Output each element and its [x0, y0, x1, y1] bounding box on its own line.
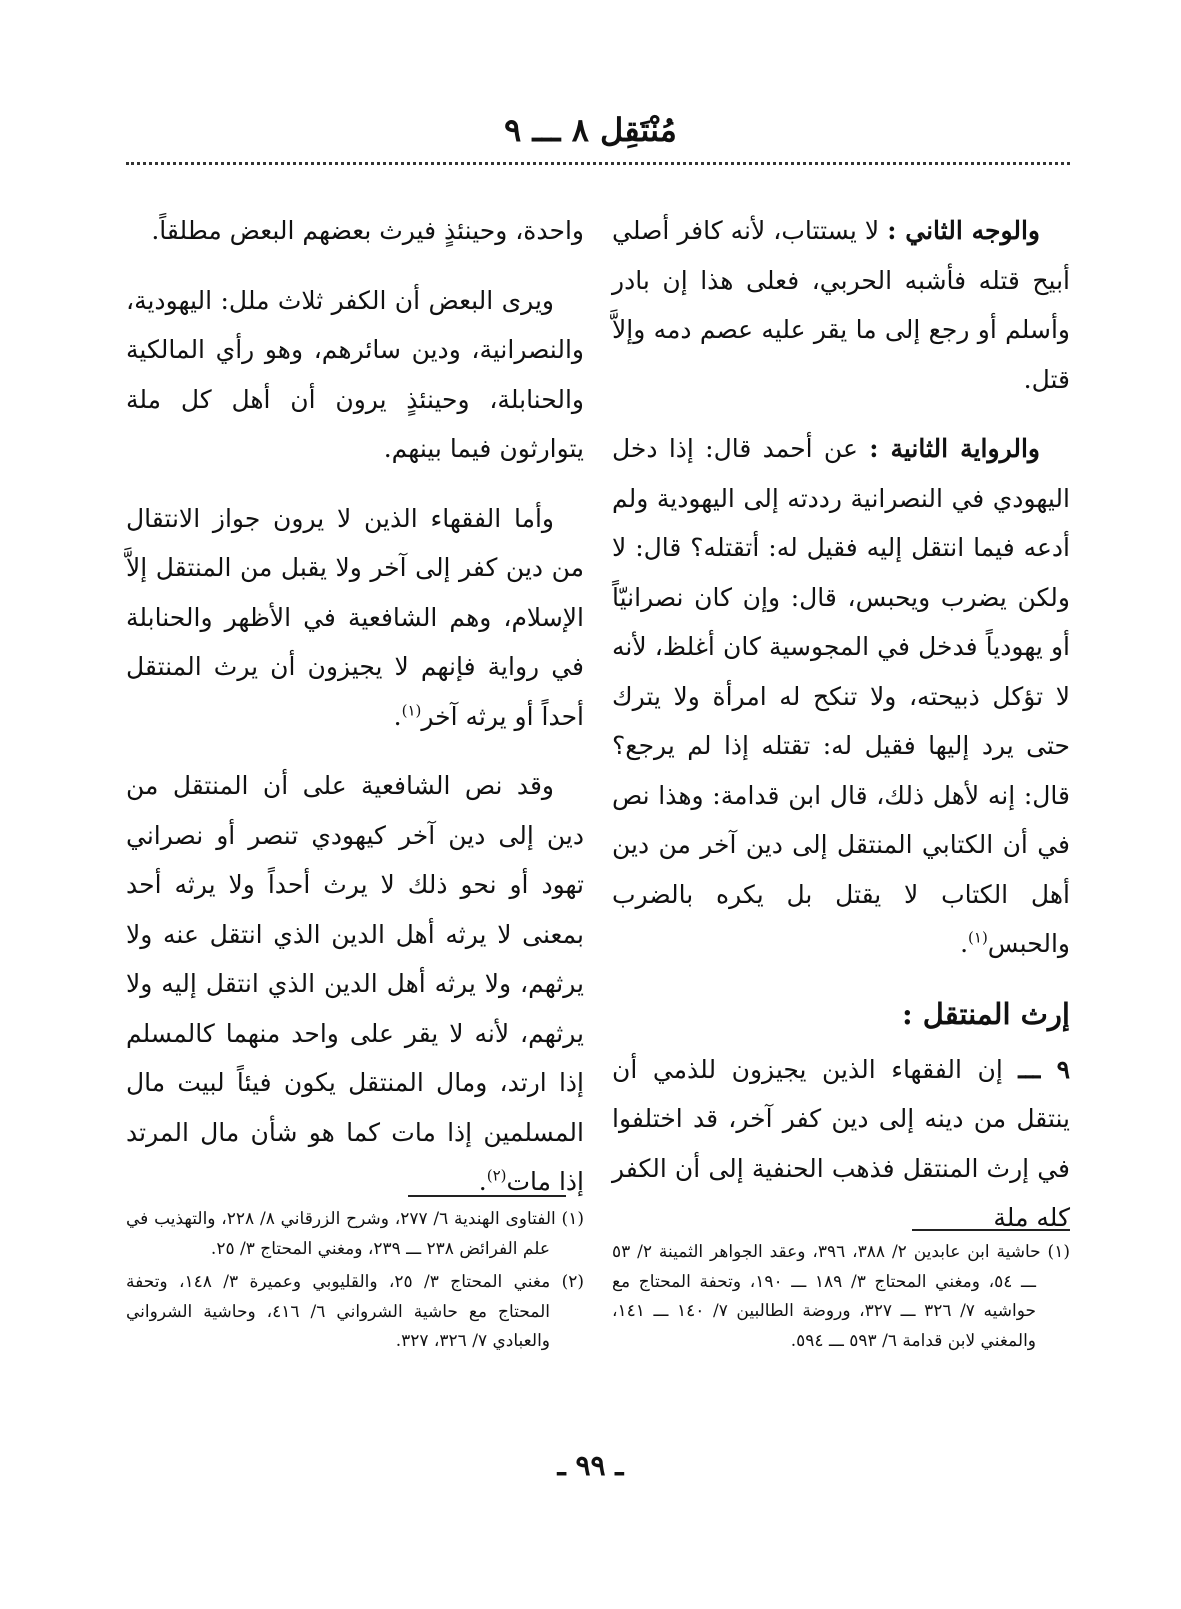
footnotes-left	[126, 1205, 584, 1361]
paragraph-three-faiths-view: ويرى البعض أن الكفر ثلاث ملل: اليهودية، والنصرانية، ودين سائرهم، وهو رأي المالكية والحنابلة، وحينئذٍ يرون أن أهل كل ملة يتوارثون فيما بينهم.	[126, 285, 584, 463]
paragraph-lead: والوجه الثاني :	[887, 216, 1040, 245]
footnote: (١) الفتاوى الهندية ٦/ ٢٧٧، وشرح الزرقاني ٨/ ٢٢٨، والتهذيب في علم الفرائض ٢٣٨ ـــ ٢٣٩، ومغني المحتاج ٣/ ٢٥.	[126, 1209, 584, 1259]
footnote-separator-left	[408, 1195, 566, 1197]
paragraph-second-aspect	[612, 206, 1070, 404]
paragraph-text: لا يستتاب، لأنه كافر أصلي أبيح قتله فأشبه الحربي، فعلى هذا إن بادر وأسلم أو رجع إلى ما يقر عليه عصم دمه وإلاَّ قتل.	[612, 216, 1070, 394]
footnote-separator-right	[912, 1229, 1070, 1231]
left-column	[126, 206, 584, 1227]
running-header: مُنْتَقِل ٨ ـــ ٩	[504, 111, 677, 149]
paragraph-shafii-hanbali-view: وأما الفقهاء الذين لا يرون جواز الانتقال من دين كفر إلى آخر ولا يقبل من المنتقل إلاَّ الإسلام، وهم الشافعية في الأظهر والحنابلة في رواية فإنهم لا يجيزون أن يرث المنتقل أحداً أو يرثه آخر$^{(١)}$.	[126, 503, 584, 731]
footnote: (٢) مغني المحتاج ٣/ ٢٥، والقليوبي وعميرة ٣/ ١٤٨، وتحفة المحتاج مع حاشية الشرواني ٦/ ٤١٦، وحاشية الشرواني والعبادي ٧/ ٣٢٦، ٣٢٧.	[126, 1272, 584, 1351]
paragraph-numbered-9	[612, 1045, 1070, 1243]
paragraph-lead: والرواية الثانية :	[869, 434, 1040, 463]
header-dotted-rule	[126, 162, 1070, 165]
footnote-reference: (١)	[968, 928, 988, 947]
paragraph-second-narration: والرواية الثانية : عن أحمد قال: إذا دخل اليهودي في النصرانية رددته إلى اليهودية ولم أدعه فيما انتقل إليه فقيل له: أتقتله؟ قال: لا ولكن يضرب ويحبس، قال: وإن كان نصرانيّاً أو يهودياً فدخل في المجوسية كان أغلظ، لأنه لا تؤكل ذبيحته، ولا تنكح له امرأة ولا يترك حتى يرد إليها فقيل له: تقتله إذا لم يرجع؟ قال: إنه لأهل ذلك، قال ابن قدامة: وهذا نص في أن الكتابي المنتقل إلى دين آخر من دين أهل الكتاب لا يقتل بل يكره بالضرب والحبس$^{(١)}$.	[612, 434, 1070, 958]
paragraph-text: إن الفقهاء الذين يجيزون للذمي أن ينتقل من دينه إلى دين كفر آخر، قد اختلفوا في إرث المنتقل فذهب الحنفية إلى أن الكفر كله ملة	[612, 1054, 1070, 1232]
paragraph-continuation: واحدة، وحينئذٍ فيرث بعضهم البعض مطلقاً.	[151, 216, 584, 245]
paragraph-shafii-text: وقد نص الشافعية على أن المنتقل من دين إلى دين آخر كيهودي تنصر أو نصراني تهود أو نحو ذلك لا يرث أحداً ولا يرثه أحد بمعنى لا يرثه أهل الدين الذي انتقل عنه ولا يرثهم، ولا يرثه أهل الدين الذي انتقل إليه ولا يرثهم، لأنه لا يقر على واحد منهما كالمسلم إذا ارتد، ومال المنتقل يكون فيئاً لبيت مال المسلمين إذا مات كما هو شأن مال المرتد إذا مات$^{(٢)}$.	[126, 771, 584, 1196]
footnote-reference: (١)	[401, 701, 422, 720]
footnote-reference: (٢)	[486, 1166, 507, 1185]
section-heading: إرث المنتقل :	[901, 996, 1070, 1031]
paragraph-text: وأما الفقهاء الذين لا يرون جواز الانتقال من دين كفر إلى آخر ولا يقبل من المنتقل إلاَّ الإسلام، وهم الشافعية في الأظهر والحنابلة في رواية فإنهم لا يجيزون أن يرث المنتقل أحداً أو يرثه آخر	[126, 503, 584, 731]
paragraph-text: وقد نص الشافعية على أن المنتقل من دين إلى دين آخر كيهودي تنصر أو نصراني تهود أو نحو ذلك لا يرث أحداً ولا يرثه أحد بمعنى لا يرثه أهل الدين الذي انتقل عنه ولا يرثهم، ولا يرثه أهل الدين الذي انتقل إليه ولا يرثهم، لأنه لا يقر على واحد منهما كالمسلم إذا ارتد، ومال المنتقل يكون فيئاً لبيت مال المسلمين إذا مات كما هو شأن مال المرتد إذا مات	[126, 771, 584, 1196]
paragraph-text: عن أحمد قال: إذا دخل اليهودي في النصرانية رددته إلى اليهودية ولم أدعه فيما انتقل إليه فقيل له: أتقتله؟ قال: لا ولكن يضرب ويحبس، قال: وإن كان نصرانيّاً أو يهودياً فدخل في المجوسية كان أغلظ، لأنه لا تؤكل ذبيحته، ولا تنكح له امرأة ولا يترك حتى يرد إليها فقيل له: تقتله إذا لم يرجع؟ قال: إنه لأهل ذلك، قال ابن قدامة: وهذا نص في أن الكتابي المنتقل إلى دين آخر من دين أهل الكتاب لا يقتل بل يكره بالضرب والحبس	[612, 434, 1070, 958]
right-column	[612, 206, 1070, 1263]
paragraph-number: ٩ ـــ	[1018, 1054, 1070, 1084]
footnotes-right	[612, 1238, 1070, 1360]
footnote: (١) حاشية ابن عابدين ٢/ ٣٨٨، ٣٩٦، وعقد الجواهر الثمينة ٢/ ٥٣ ـــ ٥٤، ومغني المحتاج ٣/ ١٨٩ ـــ ١٩٠، وتحفة المحتاج مع حواشيه ٧/ ٣٢٦ ـــ ٣٢٧، وروضة الطالبين ٧/ ١٤٠ ـــ ١٤١، والمغني لابن قدامة ٦/ ٥٩٣ ـــ ٥٩٤.	[612, 1242, 1070, 1351]
page-number: ـ ٩٩ ـ	[557, 1449, 624, 1482]
